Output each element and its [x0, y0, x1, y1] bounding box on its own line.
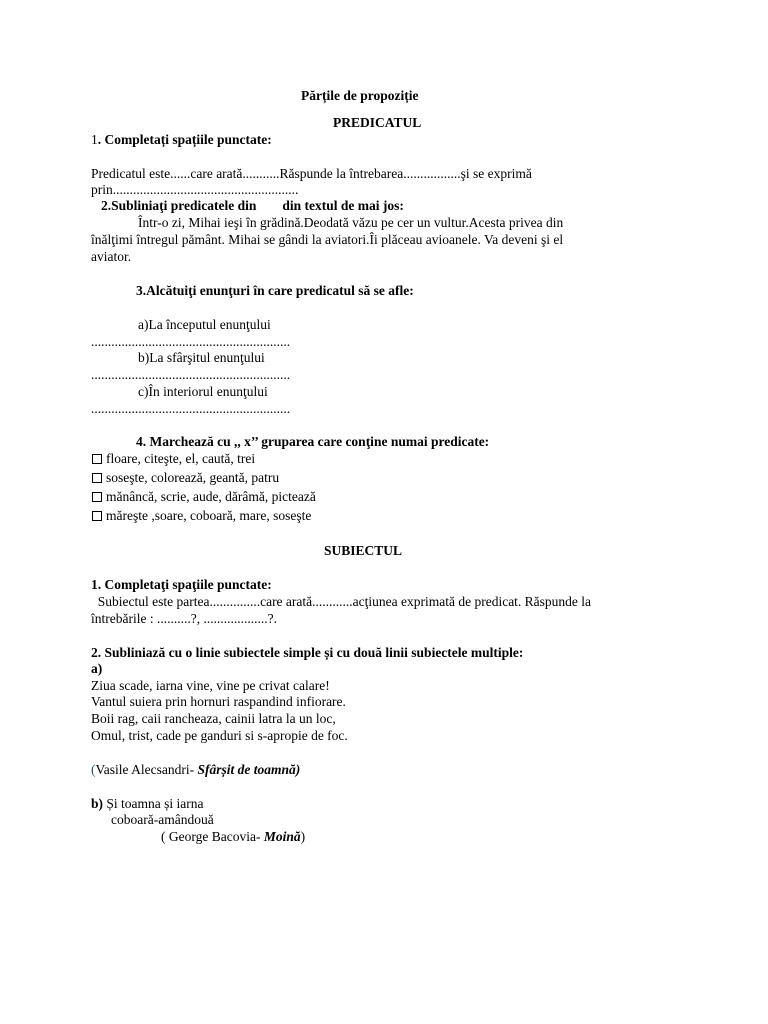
exercise-3-heading: 3.Alcătuiţi enunţuri în care predicatul să se afle:	[136, 283, 414, 298]
exercise-1-line-2: prin.......................................................	[91, 182, 299, 197]
exercise-3-option-c: c)În interiorul enunţului	[138, 384, 268, 399]
source-a	[91, 762, 300, 778]
exercise-1-heading	[91, 132, 272, 148]
exercise-1-line-1: Predicatul este......care arată...........Răspunde la întrebarea.................şi se exprimă	[91, 166, 532, 181]
poem-line-3: Boii rag, caii rancheaza, cainii latra la un loc,	[91, 711, 336, 726]
exercise-3-option-b: b)La sfârşitul enunţului	[138, 350, 265, 365]
exercise-1-number: 1	[91, 132, 98, 147]
subiect-exercise-2-heading: 2. Subliniază cu o linie subiectele simple și cu două linii subiectele multiple:	[91, 645, 524, 660]
source-a-author: Vasile Alecsandri-	[95, 762, 198, 777]
exercise-4-option-1[interactable]: floare, citeşte, el, caută, trei	[92, 451, 255, 467]
subiect-exercise-1-line-2: întrebările : ..........?, ...................?.	[91, 611, 277, 626]
source-b	[161, 829, 305, 845]
source-b-title: Moină	[263, 829, 301, 844]
exercise-3-dots-a[interactable]: ...........................................................	[91, 334, 291, 349]
exercise-2-text-line-1: Într-o zi, Mihai ieşi în grădină.Deodată văzu pe cer un vultur.Acesta privea din	[138, 215, 564, 230]
source-a-title: Sfârșit de toamnă)	[197, 762, 301, 777]
source-b-author: ( George Bacovia-	[161, 829, 264, 844]
checkbox-icon[interactable]	[92, 473, 102, 483]
subiect-exercise-1-heading: 1. Completaţi spaţiile punctate:	[91, 577, 272, 592]
exercise-3-option-a: a)La începutul enunţului	[138, 317, 271, 332]
exercise-4-option-4[interactable]: măreşte ,soare, coboară, mare, soseşte	[92, 508, 311, 524]
part-b-line-2: coboară-amândouă	[111, 812, 214, 827]
exercise-1-title: . Completați spațiile punctate:	[97, 132, 272, 147]
section-heading-subiectul: SUBIECTUL	[324, 543, 403, 558]
checkbox-icon[interactable]	[92, 492, 102, 502]
part-b-line-1: b) Și toamna și iarna	[91, 796, 204, 811]
poem-line-1: Ziua scade, iarna vine, vine pe crivat calare!	[91, 678, 330, 693]
subiect-exercise-2-label-a: a)	[91, 661, 103, 676]
exercise-4-option-3[interactable]: mănâncă, scrie, aude, dărâmă, pictează	[92, 489, 316, 505]
exercise-4-heading: 4. Marchează cu ,, x’’ gruparea care conţine numai predicate:	[136, 434, 490, 449]
exercise-2-text-line-3: aviator.	[91, 249, 132, 264]
source-a-paren: (	[91, 762, 96, 777]
checkbox-icon[interactable]	[92, 454, 102, 464]
part-b-label: b)	[91, 796, 104, 811]
checkbox-icon[interactable]	[92, 511, 102, 521]
page-title: Părțile de propoziție	[301, 88, 419, 103]
source-b-close: )	[300, 829, 306, 844]
poem-line-2: Vantul suiera prin hornuri raspandind infiorare.	[91, 694, 346, 709]
exercise-2-text-line-2: înălţimi întregul pământ. Mihai se gândi la aviatori.Îi plăceau avioanele. Va deveni şi el	[91, 232, 564, 247]
exercise-3-dots-c[interactable]: ...........................................................	[91, 401, 291, 416]
poem-line-4: Omul, trist, cade pe ganduri si s-apropie de foc.	[91, 728, 348, 743]
exercise-3-dots-b[interactable]: ...........................................................	[91, 367, 291, 382]
subiect-exercise-1-line-1: Subiectul este partea...............care arată............acţiunea exprimată de predicat. Răspunde la	[91, 594, 592, 609]
exercise-2-heading	[101, 198, 404, 214]
section-heading-predicatul: PREDICATUL	[333, 115, 422, 130]
exercise-2-heading-b: din textul de mai jos:	[282, 198, 404, 213]
exercise-2-heading-a: 2.Subliniaţi predicatele din	[101, 198, 257, 213]
exercise-4-option-2[interactable]: soseşte, colorează, geantă, patru	[92, 470, 279, 486]
